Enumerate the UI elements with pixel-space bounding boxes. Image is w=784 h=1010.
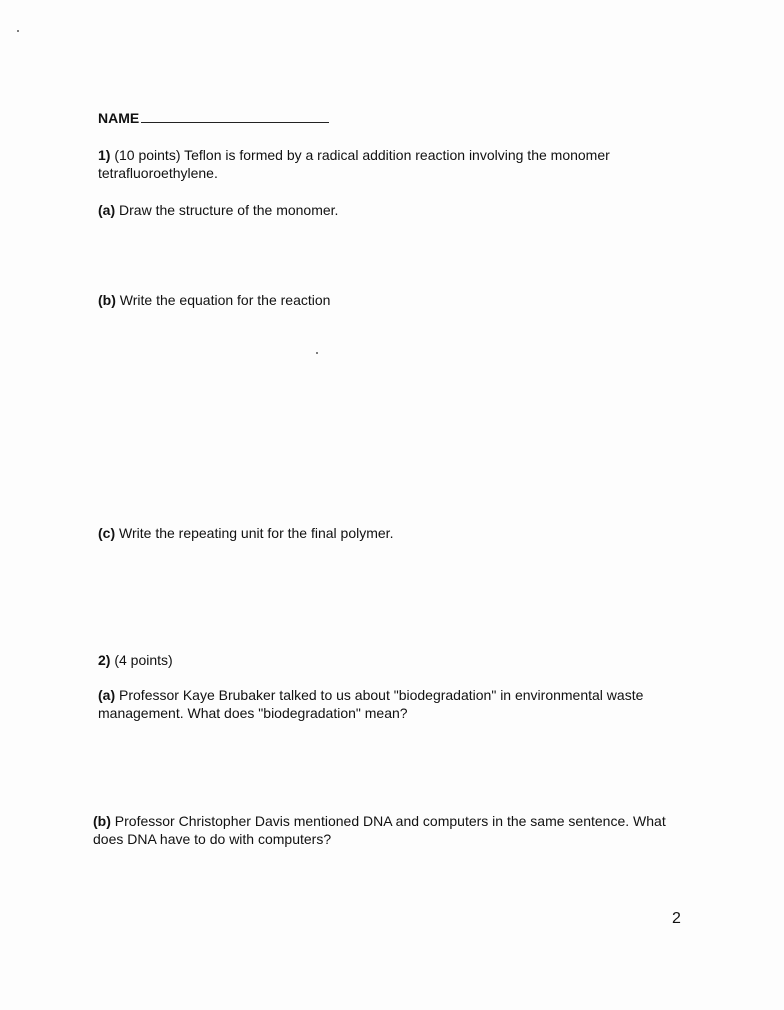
question-1b-label: (b)	[98, 292, 116, 308]
question-2a	[98, 686, 663, 722]
question-1c-text: Write the repeating unit for the final polymer.	[119, 525, 394, 541]
question-1b-text: Write the equation for the reaction	[119, 292, 331, 308]
question-1-number: 1)	[98, 147, 111, 163]
question-2b-label: (b)	[93, 813, 111, 829]
question-2-text: (4 points)	[114, 652, 173, 668]
question-2	[98, 651, 698, 669]
scan-speck	[316, 352, 318, 354]
name-field	[98, 109, 698, 127]
question-1a-text: Draw the structure of the monomer.	[119, 202, 339, 218]
question-2b-text: Professor Christopher Davis mentioned DNA and computers in the same sentence. What does DNA have to do with computers?	[93, 813, 666, 847]
question-1a	[98, 201, 698, 219]
scan-speck	[17, 30, 19, 32]
page-number: 2	[672, 910, 681, 927]
question-2b	[93, 812, 689, 848]
name-label: NAME	[98, 110, 140, 126]
question-1b	[98, 291, 698, 309]
question-1-text: (10 points) Teflon is formed by a radical addition reaction involving the monomer tetrafluoroethylene.	[98, 147, 610, 181]
name-blank-line[interactable]	[141, 109, 329, 123]
question-2a-text: Professor Kaye Brubaker talked to us about "biodegradation" in environmental waste management. What does "biodegradation" mean?	[98, 687, 644, 721]
question-1c	[98, 524, 698, 542]
question-2-number: 2)	[98, 652, 111, 668]
question-1a-label: (a)	[98, 202, 116, 218]
question-1	[98, 146, 688, 182]
question-2a-label: (a)	[98, 687, 116, 703]
question-1c-label: (c)	[98, 525, 116, 541]
